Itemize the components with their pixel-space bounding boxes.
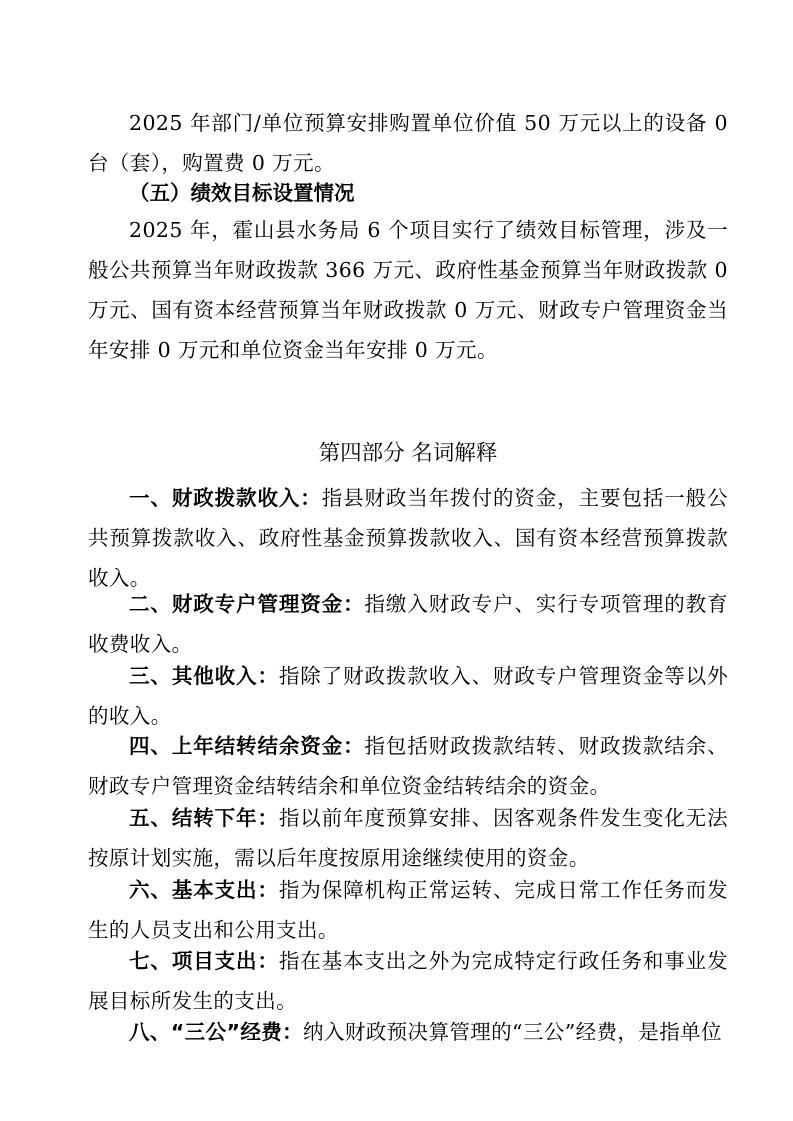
term-definition: 纳入财政预决算管理的“三公”经费，是指单位	[303, 1020, 722, 1044]
term-paragraph-8	[88, 1012, 728, 1052]
term-label: 七、项目支出：	[129, 949, 279, 973]
term-definition: 指除了财政拨款收入、财政专户管理资金等以外的收入。	[88, 664, 728, 728]
term-label: 一、财政拨款收入：	[129, 486, 322, 510]
equipment-paragraph: 2025 年部门/单位预算安排购置单位价值 50 万元以上的设备 0 台（套），购置费 0 万元。	[88, 111, 728, 175]
term-paragraph-4	[88, 726, 728, 806]
term-definition: 指包括财政拨款结转、财政拨款结余、财政专户管理资金结转结余和单位资金结转结余的资金。	[88, 734, 728, 798]
term-label: 五、结转下年：	[129, 806, 279, 830]
term-paragraph-5	[88, 798, 728, 878]
term-label: 四、上年结转结余资金：	[129, 734, 365, 758]
term-label: 八、“三公”经费：	[129, 1020, 304, 1044]
term-paragraph-1	[88, 478, 728, 598]
term-definition: 指县财政当年拨付的资金，主要包括一般公共预算拨款收入、政府性基金预算拨款收入、国有资本经营预算拨款收入。	[88, 486, 728, 590]
term-label: 六、基本支出：	[129, 878, 279, 902]
term-paragraph-7	[88, 941, 728, 1021]
term-definition: 指为保障机构正常运转、完成日常工作任务而发生的人员支出和公用支出。	[88, 878, 728, 942]
term-definition: 指以前年度预算安排、因客观条件发生变化无法按原计划实施，需以后年度按原用途继续使用的资金。	[88, 806, 728, 870]
term-label: 二、财政专户管理资金：	[129, 592, 365, 616]
term-definition: 指在基本支出之外为完成特定行政任务和事业发展目标所发生的支出。	[88, 949, 728, 1013]
performance-paragraph: 2025 年，霍山县水务局 6 个项目实行了绩效目标管理，涉及一般公共预算当年财政拨款 366 万元、政府性基金预算当年财政拨款 0 万元、国有资本经营预算当年财政拨款 0 万元、财政专户管理资金当年安排 0 万元和单位资金当年安排 0 万元。	[88, 218, 728, 362]
term-paragraph-6	[88, 870, 728, 950]
term-definition: 指缴入财政专户、实行专项管理的教育收费收入。	[88, 592, 728, 656]
section-title: 第四部分 名词解释	[318, 441, 498, 466]
term-label: 三、其他收入：	[129, 664, 279, 688]
term-paragraph-3	[88, 656, 728, 736]
term-paragraph-2	[88, 584, 728, 664]
performance-heading: （五）绩效目标设置情况	[129, 181, 355, 205]
